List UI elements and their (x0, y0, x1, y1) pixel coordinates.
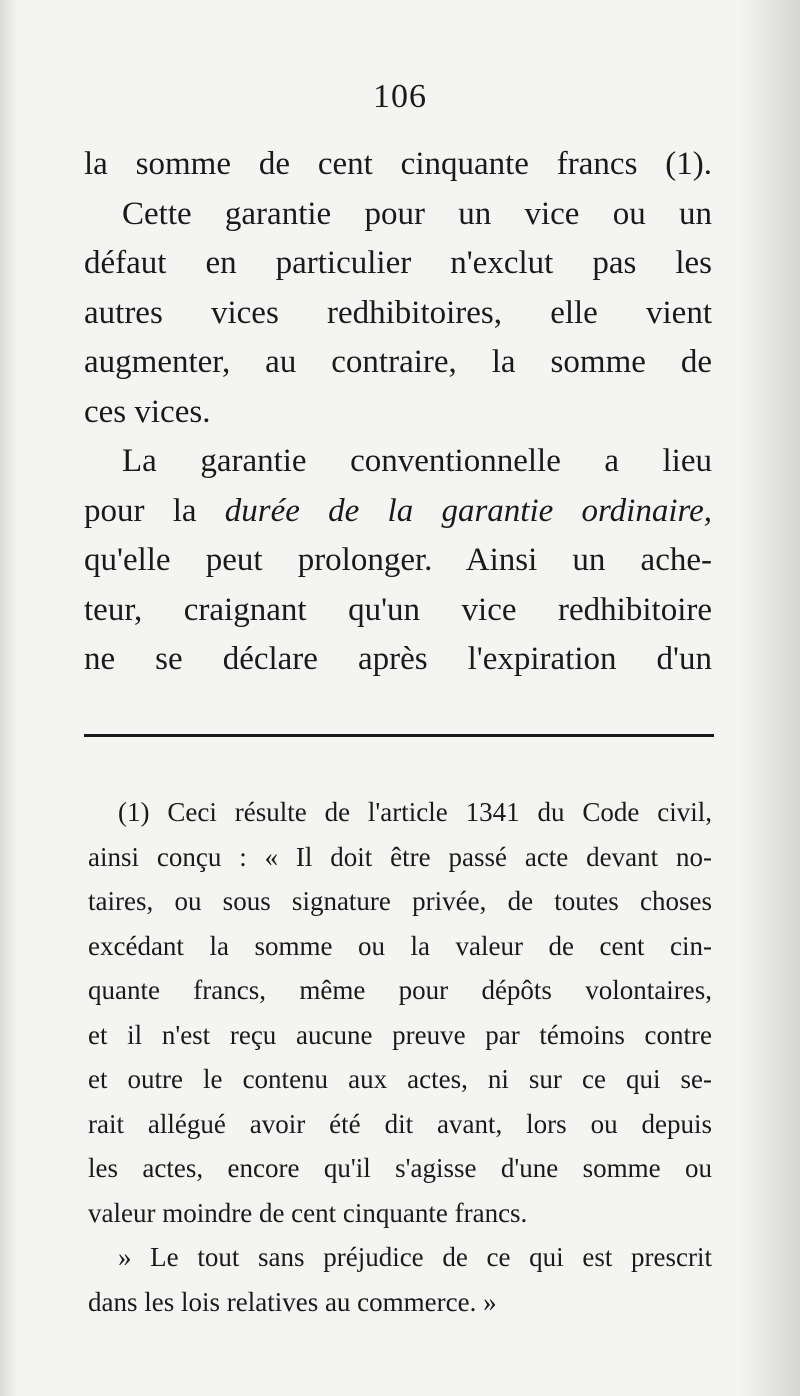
footnote-line: (1) Ceci résulte de l'article 1341 du Code civil, (118, 797, 712, 827)
footnote-line: dans les lois relatives au commerce. » (88, 1286, 497, 1317)
footnote-line: et outre le contenu aux actes, ni sur ce qui se- (88, 1064, 712, 1094)
footnote-line: et il n'est reçu aucune preuve par témoins contre (88, 1019, 712, 1050)
text-line: la somme de cent cinquante francs (1). (84, 146, 712, 182)
text-line: qu'elle peut prolonger. Ainsi un ache- (84, 542, 712, 578)
text-line: teur, craignant qu'un vice redhibitoire (84, 591, 712, 628)
text-line (84, 487, 712, 537)
footnote-line: ainsi conçu : « Il doit être passé acte devant no- (88, 841, 712, 872)
footnote-line: taires, ou sous signature privée, de toutes choses (88, 886, 712, 916)
italic-phrase: durée de la garantie ordinaire, (224, 492, 713, 529)
page-number: 106 (373, 78, 427, 115)
footnote (88, 790, 712, 1324)
page-gutter-shadow (0, 0, 18, 1396)
page-edge-shadow (740, 0, 800, 1396)
text-line: ne se déclare après l'expiration d'un (84, 641, 712, 677)
text-line: ces vices. (84, 393, 211, 430)
footnote-line: » Le tout sans préjudice de ce qui est prescrit (118, 1242, 712, 1272)
text-segment: pour la (84, 492, 225, 529)
text-line: La garantie conventionnelle a lieu (122, 443, 712, 479)
text-line: augmenter, au contraire, la somme de (84, 344, 712, 380)
text-line: Cette garantie pour un vice ou un (122, 195, 712, 232)
footnote-line: excédant la somme ou la valeur de cent cin- (88, 930, 712, 961)
footnote-line: quante francs, même pour dépôts volontaires, (88, 975, 712, 1005)
footnote-line: valeur moindre de cent cinquante francs. (88, 1197, 528, 1228)
footnote-separator-rule (84, 734, 714, 737)
text-line: défaut en particulier n'exclut pas les (84, 245, 712, 281)
footnote-line: rait allégué avoir été dit avant, lors ou depuis (88, 1108, 712, 1139)
text-line: autres vices redhibitoires, elle vient (84, 294, 712, 331)
footnote-line: les actes, encore qu'il s'agisse d'une somme ou (88, 1153, 712, 1183)
main-text (84, 140, 712, 685)
